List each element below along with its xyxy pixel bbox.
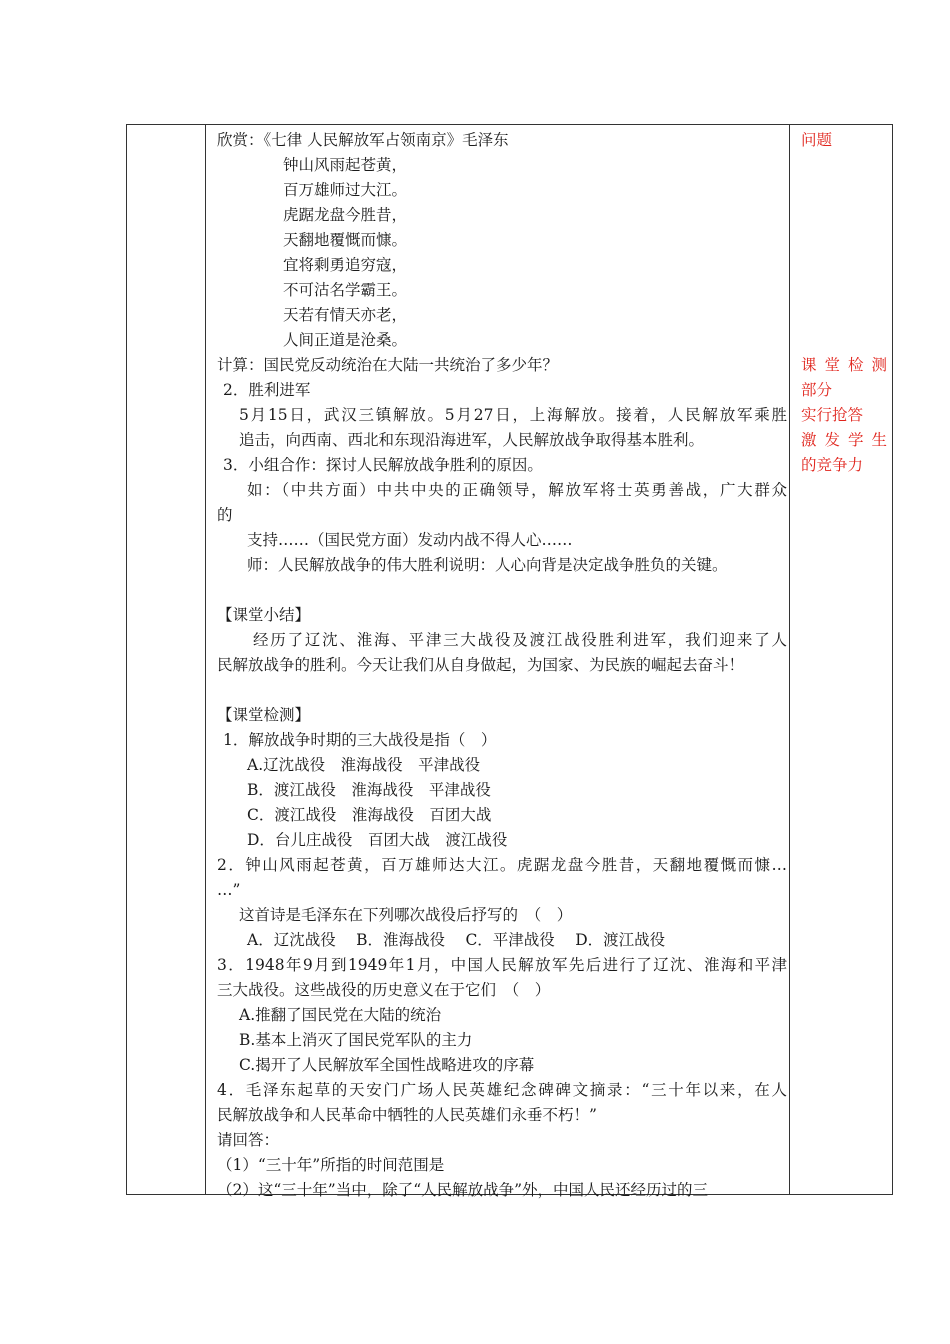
poem-line: 不可沽名学霸王。 — [283, 281, 408, 299]
quiz-question: …” — [217, 881, 241, 899]
poem-line: 天翻地覆慨而慷。 — [283, 231, 408, 249]
poem-heading: 欣赏：《七律 人民解放军占领南京》毛泽东 — [217, 131, 509, 149]
quiz-subquestion: （1）“三十年”所指的时间范围是 — [217, 1156, 445, 1174]
column-divider-left — [205, 125, 206, 1194]
paragraph-line: 追击，向西南、西北和东现沿海进军，人民解放战争取得基本胜利。 — [239, 431, 705, 449]
quiz-question: 2．钟山风雨起苍黄，百万雄师达大江。虎踞龙盘今胜昔，天翻地覆慨而慷… — [217, 856, 787, 874]
quiz-question: 三大战役。这些战役的历史意义在于它们 （ ） — [217, 981, 551, 999]
quiz-subquestion: （2）这“三十年”当中，除了“人民解放战争”外，中国人民还经历过的三 — [217, 1181, 709, 1199]
note-line: 部分 — [801, 381, 833, 399]
spacer — [217, 678, 787, 703]
calculation-question: 计算：国民党反动统治在大陆一共统治了多少年？ — [217, 356, 559, 374]
column-divider-right — [789, 125, 790, 1194]
summary-heading: 【课堂小结】 — [217, 606, 311, 624]
quiz-option: D．台儿庄战役 百团大战 渡江战役 — [247, 831, 508, 849]
note-line: 的竞争力 — [801, 456, 864, 474]
spacer — [217, 578, 787, 603]
lesson-table — [126, 124, 893, 1199]
poem-line: 百万雄师过大江。 — [283, 181, 408, 199]
poem-line: 虎踞龙盘今胜昔， — [283, 206, 408, 224]
paragraph-line: 支持……（国民党方面）发动内战不得人心…… — [247, 531, 573, 549]
quiz-option: B.基本上消灭了国民党军队的主力 — [239, 1031, 473, 1049]
paragraph-line: 的 — [217, 506, 233, 524]
teacher-notes — [801, 128, 887, 478]
quiz-option: C.揭开了人民解放军全国性战略进攻的序幕 — [239, 1056, 535, 1074]
quiz-question: 1．解放战争时期的三大战役是指（ ） — [223, 731, 497, 749]
poem-line: 人间正道是沧桑。 — [283, 331, 408, 349]
section-heading: 3．小组合作：探讨人民解放战争胜利的原因。 — [223, 456, 543, 474]
paragraph-line: 如：（中共方面）中共中央的正确领导，解放军将士英勇善战，广大群众 — [247, 481, 787, 499]
note-label: 问题 — [801, 131, 833, 149]
quiz-question: 民解放战争和人民革命中牺牲的人民英雄们永垂不朽！” — [217, 1106, 597, 1124]
quiz-prompt: 请回答： — [217, 1131, 280, 1149]
poem-line: 天若有情天亦老， — [283, 306, 408, 324]
quiz-option: B．渡江战役 淮海战役 平津战役 — [247, 781, 491, 799]
quiz-option: A．辽沈战役 B．淮海战役 C．平津战役 D．渡江战役 — [247, 931, 666, 949]
quiz-option: C．渡江战役 淮海战役 百团大战 — [247, 806, 492, 824]
note-line: 激发学生 — [801, 431, 887, 449]
quiz-option: A.辽沈战役 淮海战役 平津战役 — [247, 756, 481, 774]
paragraph-line: 师：人民解放战争的伟大胜利说明：人心向背是决定战争胜负的关键。 — [247, 556, 728, 574]
quiz-question: 4．毛泽东起草的天安门广场人民英雄纪念碑碑文摘录：“三十年以来，在人 — [217, 1081, 787, 1099]
summary-line: 民解放战争的胜利。今天让我们从自身做起，为国家、为民族的崛起去奋斗！ — [217, 656, 745, 674]
paragraph-line: 5月15日，武汉三镇解放。5月27日，上海解放。接着，人民解放军乘胜 — [239, 406, 787, 424]
quiz-question: 这首诗是毛泽东在下列哪次战役后抒写的 （ ） — [239, 906, 573, 924]
quiz-option: A.推翻了国民党在大陆的统治 — [239, 1006, 442, 1024]
spacer — [801, 153, 887, 353]
note-line: 课堂检测 — [801, 356, 887, 374]
quiz-heading: 【课堂检测】 — [217, 706, 311, 724]
summary-line: 经历了辽沈、淮海、平津三大战役及渡江战役胜利进军，我们迎来了人 — [253, 631, 787, 649]
section-heading: 2．胜利进军 — [223, 381, 311, 399]
poem-line: 宜将剩勇追穷寇， — [283, 256, 408, 274]
lesson-content — [217, 128, 787, 1203]
note-line: 实行抢答 — [801, 406, 864, 424]
quiz-question: 3．1948年9月到1949年1月，中国人民解放军先后进行了辽沈、淮海和平津 — [217, 956, 787, 974]
poem-line: 钟山风雨起苍黄， — [283, 156, 408, 174]
